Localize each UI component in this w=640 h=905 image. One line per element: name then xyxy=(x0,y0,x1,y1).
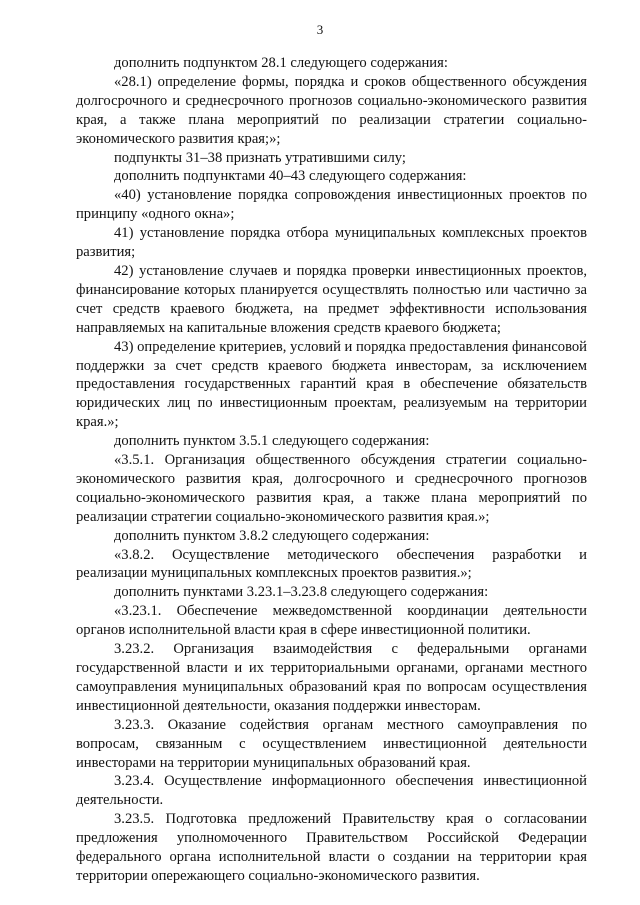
paragraph: «3.8.2. Осуществление методического обеспечения разработки и реализации муниципальных комплексных проектов развития.»; xyxy=(76,546,587,582)
paragraph: 43) определение критериев, условий и порядка предоставления финансовой поддержки за счет средств краевого бюджета инвесторам, за исключением предоставления государственных гарантий края в обеспечение обязательств юридических лиц по инвестиционным проектам, реализуемым на территории края.»; xyxy=(76,338,587,431)
page-number: 3 xyxy=(316,22,324,37)
paragraph: дополнить подпунктами 40–43 следующего содержания: xyxy=(114,168,467,185)
paragraph: 3.23.3. Оказание содействия органам местного самоуправления по вопросам, связанным с осуществлением инвестиционной деятельности инвесторами на территории муниципальных образований края. xyxy=(76,716,587,771)
paragraph: 42) установление случаев и порядка проверки инвестиционных проектов, финансирование которых планируется осуществлять полностью или частично за счет средств краевого бюджета, на предмет эффективности использования направляемых на капитальные вложения средств краевого бюджета; xyxy=(76,262,587,336)
paragraph: дополнить пунктом 3.8.2 следующего содержания: xyxy=(114,527,430,544)
paragraph: «3.5.1. Организация общественного обсуждения стратегии социально-экономического развития края, долгосрочного и среднесрочного прогнозов социально-экономического развития края, а также плана мероприятий по реализации стратегии социально-экономического развития края.»; xyxy=(76,452,587,525)
paragraph: «3.23.1. Обеспечение межведомственной координации деятельности органов исполнительной власти края в сфере инвестиционной политики. xyxy=(76,603,587,639)
document-body xyxy=(76,54,587,886)
paragraph: 41) установление порядка отбора муниципальных комплексных проектов развития; xyxy=(76,225,587,261)
paragraph: 3.23.2. Организация взаимодействия с федеральными органами государственной власти и их территориальными органами, органами местного самоуправления муниципальных образований края по вопросам осуществления инвестиционной деятельности, оказания поддержки инвесторам. xyxy=(76,641,587,714)
paragraph: 3.23.5. Подготовка предложений Правительству края о согласовании предложения уполномоченного Правительством Российской Федерации федерального органа исполнительной власти о создании на территории края территории опережающего социально-экономического развития. xyxy=(76,811,587,884)
paragraph: дополнить пунктами 3.23.1–3.23.8 следующего содержания: xyxy=(114,584,489,601)
paragraph: «40) установление порядка сопровождения инвестиционных проектов по принципу «одного окна»; xyxy=(76,187,587,223)
paragraph: дополнить подпунктом 28.1 следующего содержания: xyxy=(114,55,448,71)
paragraph: «28.1) определение формы, порядка и сроков общественного обсуждения долгосрочного и среднесрочного прогнозов социально-экономического развития края, а также плана мероприятий по реализации стратегии социально-экономического развития края;»; xyxy=(76,73,587,147)
paragraph: дополнить пунктом 3.5.1 следующего содержания: xyxy=(114,433,430,450)
paragraph: подпункты 31–38 признать утратившими силу; xyxy=(114,149,406,166)
paragraph: 3.23.4. Осуществление информационного обеспечения инвестиционной деятельности. xyxy=(76,773,587,809)
